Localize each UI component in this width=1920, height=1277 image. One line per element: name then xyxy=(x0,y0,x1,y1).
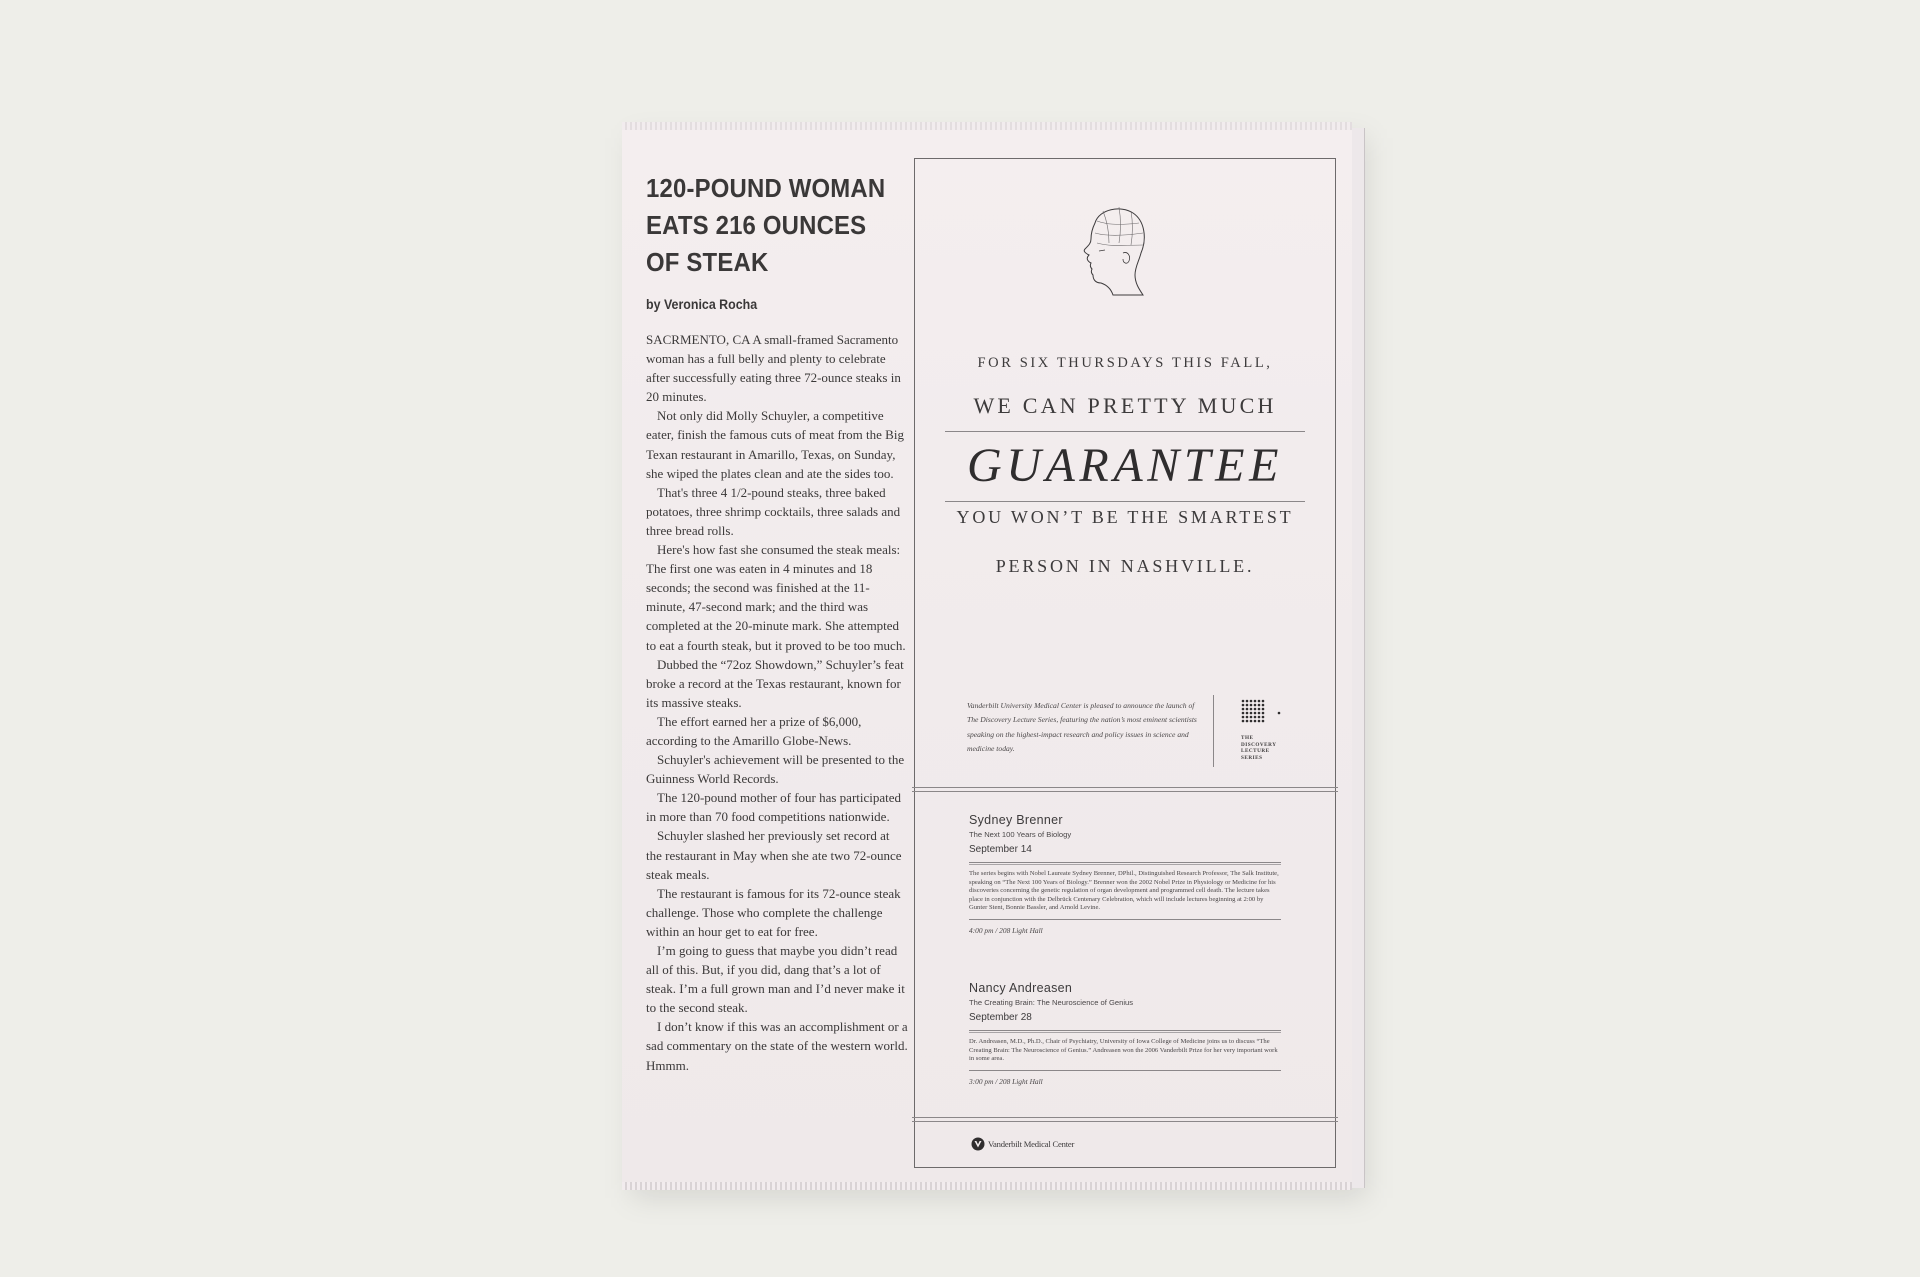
article-headline: 120-POUND WOMAN EATS 216 OUNCES OF STEAK xyxy=(646,173,886,277)
lecture-date: September 28 xyxy=(969,1012,1281,1031)
lecturer-name: Sydney Brenner xyxy=(969,813,1063,827)
news-article xyxy=(646,170,908,1075)
ad-line-pretty-much: WE CAN PRETTY MUCH xyxy=(973,393,1277,418)
ad-line-six-thursdays: FOR SIX THURSDAYS THIS FALL, xyxy=(977,355,1273,371)
paragraph: The restaurant is famous for its 72-ounce steak challenge. Those who complete the challenge within an hour get to eat for free. xyxy=(646,885,901,939)
lecture-description: The series begins with Nobel Laureate Sydney Brenner, DPhil., Distinguished Research Professor, The Salk Institute, speaking on “The Next 100 Years of Biology.” Brenner won the 2002 Nobel Prize in Physiology or Medicine for his discoveries concerning the genetic regulation of organ development and programmed cell death. The lecture takes place in conjunction with the Delbrück Centenary Celebration, which will include lectures beginning at 2:00 by Gunter Stent, Bonnie Bassler, and Arnold Levine. xyxy=(969,864,1281,920)
article-byline: by Veronica Rocha xyxy=(646,297,758,312)
ad-line-guarantee: GUARANTEE xyxy=(966,439,1284,492)
paragraph: I’m going to guess that maybe you didn’t read all of this. But, if you did, dang that’s a lot of steak. I’m a full grown man and I’d never make it to the second steak. xyxy=(646,943,905,1016)
lecture-time-location: 4:00 pm / 208 Light Hall xyxy=(969,925,1043,935)
lecture-date: September 14 xyxy=(969,844,1281,863)
paragraph: I don’t know if this was an accomplishment or a sad commentary on the state of the western world. Hmmm. xyxy=(646,1019,908,1073)
lecture-topic: The Next 100 Years of Biology xyxy=(969,830,1072,839)
ad-line-smartest: YOU WON’T BE THE SMARTEST xyxy=(956,507,1294,527)
ad-intro-text: Vanderbilt University Medical Center is pleased to announce the launch of The Discovery Lecture Series, featuring the nation’s most eminent scientists speaking on the highest-impact research and policy issues in science and medicine today. xyxy=(967,701,1197,754)
article-body xyxy=(646,330,908,1075)
discovery-series-logo-text: THE DISCOVERY LECTURE SERIES xyxy=(1241,735,1277,761)
ad-rule-top xyxy=(945,431,1305,432)
phrenology-head-icon xyxy=(1073,203,1149,297)
vanderbilt-oak-leaf-icon xyxy=(971,1137,985,1151)
lecture-topic: The Creating Brain: The Neuroscience of Genius xyxy=(969,998,1134,1007)
paragraph: The effort earned her a prize of $6,000, according to the Amarillo Globe-News. xyxy=(646,713,862,748)
paragraph: Here's how fast she consumed the steak meals: The first one was eaten in 4 minutes and 18 seconds; the second was finished at the 11-minute, 47-second mark; and the third was completed at the 20-minute mark. She attempted to eat a fourth steak, but it proved to be too much. xyxy=(646,542,906,653)
ad-rule-bottom xyxy=(945,501,1305,502)
lecture-series-ad xyxy=(914,158,1336,1168)
vanderbilt-brand-text: Vanderbilt Medical Center xyxy=(988,1139,1075,1149)
paragraph: The 120-pound mother of four has participated in more than 70 food competitions nationwide. xyxy=(646,790,902,825)
paragraph: SACRMENTO, CA A small-framed Sacramento woman has a full belly and plenty to celebrate after successfully eating three 72-ounce steaks in 20 minutes. xyxy=(646,332,901,405)
lecture-entry xyxy=(969,981,1281,1086)
ad-line-nashville: PERSON IN NASHVILLE. xyxy=(995,556,1255,576)
paragraph: Schuyler slashed her previously set record at the restaurant in May when she ate two 72-ounce steak meals. xyxy=(646,828,902,882)
paragraph: Dubbed the “72oz Showdown,” Schuyler’s feat broke a record at the Texas restaurant, known for its massive steaks. xyxy=(646,656,904,710)
lecture-entry xyxy=(969,813,1281,935)
ad-double-rule-bottom xyxy=(912,1117,1338,1122)
vanderbilt-footer-logo xyxy=(971,1137,1074,1151)
newspaper-page xyxy=(622,126,1352,1186)
ad-double-rule-top xyxy=(912,787,1338,792)
lecture-description: Dr. Andreasen, M.D., Ph.D., Chair of Psychiatry, University of Iowa College of Medicine joins us to discuss “The Creating Brain: The Neuroscience of Genius.” Andreasen won the 2006 Vanderbilt Prize for her very important work in some area. xyxy=(969,1032,1281,1071)
paragraph: Schuyler's achievement will be presented to the Guinness World Records. xyxy=(646,752,905,787)
lecturer-name: Nancy Andreasen xyxy=(969,981,1073,995)
ad-divider xyxy=(1213,695,1214,767)
lecture-time-location: 3:00 pm / 208 Light Hall xyxy=(969,1076,1043,1086)
paragraph: Not only did Molly Schuyler, a competitive eater, finish the famous cuts of meat from the Big Texan restaurant in Amarillo, Texas, on Sunday, she wiped the plates clean and ate the sides too. xyxy=(646,408,904,481)
discovery-dots-logo-icon xyxy=(1241,699,1281,731)
paragraph: That's three 4 1/2-pound steaks, three baked potatoes, three shrimp cocktails, three salads and three bread rolls. xyxy=(646,484,901,538)
